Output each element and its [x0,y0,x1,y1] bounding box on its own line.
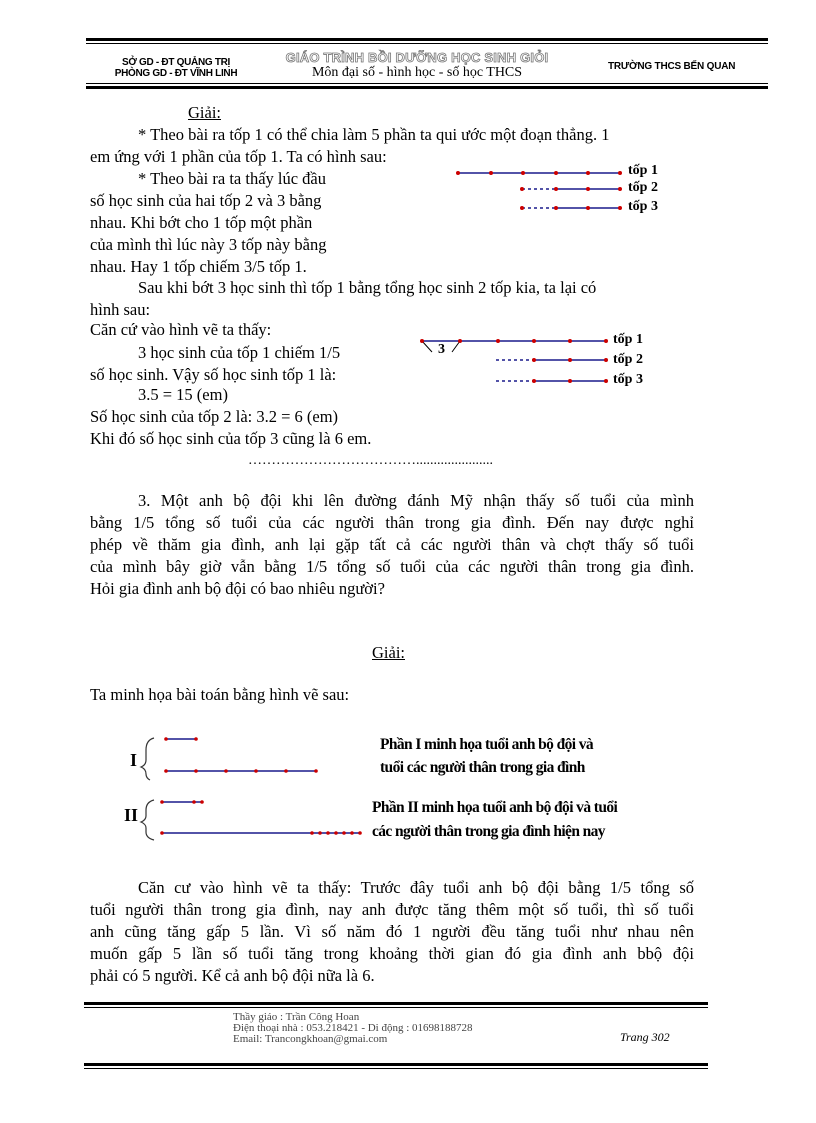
header-office: PHÒNG GD - ĐT VĨNH LINH [114,68,238,79]
paragraph: số học sinh của hai tốp 2 và 3 bằng [90,191,322,210]
footer-email: Email: Trancongkhoan@gmai.com [233,1033,388,1045]
header-dept: SỞ GD - ĐT QUẢNG TRỊ [121,57,231,68]
footer-rule-thin [84,1007,708,1008]
point [192,800,196,804]
point [160,831,164,835]
diagram-caption: các người thân trong gia đình hiện nay [372,823,605,840]
point [334,831,338,835]
problem-text: của mình bây giờ vẫn bằng 1/5 tổng số tuổi của các người thân trong gia đình. [90,557,694,576]
diagram-label: tốp 1 [613,332,643,347]
brace-i [141,738,154,780]
point [318,831,322,835]
point [254,769,258,773]
paragraph: nhau. Hay 1 tốp chiếm 3/5 tốp 1. [90,257,307,276]
roman-label-ii: II [124,805,139,825]
point [358,831,362,835]
point [200,800,204,804]
problem-text: phép về thăm gia đình, anh lại gặp tất cả các người thân và chợt thấy số tuổi [90,535,694,554]
point [350,831,354,835]
footer-phone: Điện thoại nhà : 053.218421 - Di động : 01698188728 [233,1022,473,1034]
point [314,769,318,773]
diagram-label: tốp 3 [628,199,658,214]
conclusion-text: phải có 5 người. Kể cả anh bộ đội nữa là 6. [90,966,375,985]
brace-ii [141,800,154,840]
paragraph: số học sinh. Vậy số học sinh tốp 1 là: [90,365,337,384]
footer-rule-thick [84,1002,708,1005]
paragraph: Ta minh họa bài toán bằng hình vẽ sau: [90,685,350,704]
paragraph: Căn cứ vào hình vẽ ta thấy: [90,320,272,339]
diagram-caption: Phần II minh họa tuổi anh bộ đội và tuổi [372,799,618,816]
paragraph: hình sau: [90,300,151,319]
conclusion-text: anh cũng tăng gấp 5 lần. Vì số năm đó 1 người đều tăng tuổi như nhau nên [90,922,694,941]
point [284,769,288,773]
paragraph: Khi đó số học sinh của tốp 3 cũng là 6 em. [90,429,372,448]
conclusion-text: Căn cư vào hình vẽ ta thấy: Trước đây tuổi anh bộ đội bằng 1/5 tổng số [138,878,694,897]
solution-heading: Giải: [188,103,221,122]
header-subtitle: Môn đại số - hình học - số học THCS [311,65,523,80]
page-number: Trang 302 [620,1030,670,1044]
problem-text: 3. Một anh bộ đội khi lên đường đánh Mỹ nhận thấy số tuổi của mình [138,491,694,510]
paragraph: nhau. Khi bớt cho 1 tốp một phần [90,213,313,232]
separator: ………………………………...................... [248,453,493,468]
paragraph: Số học sinh của tốp 2 là: 3.2 = 6 (em) [90,407,339,426]
diagram-caption: tuổi các người thân trong gia đình [380,759,585,776]
point [164,769,168,773]
problem-text: bằng 1/5 tổng số tuổi của các người thân trong gia đình. Đến nay được nghỉ [90,513,694,532]
point [224,769,228,773]
paragraph: Sau khi bớt 3 học sinh thì tốp 1 bằng tổng học sinh 2 tốp kia, ta lại có [138,278,597,297]
point [326,831,330,835]
diagram-caption: Phần I minh họa tuổi anh bộ đội và [380,736,594,753]
point [194,769,198,773]
paragraph: của mình thì lúc này 3 tốp này bằng [90,235,327,254]
paragraph: 3 học sinh của tốp 1 chiếm 1/5 [138,343,341,362]
footer-teacher: Thầy giáo : Trần Công Hoan [233,1011,360,1023]
paragraph: em ứng với 1 phần của tốp 1. Ta có hình sau: [90,147,387,166]
paragraph: * Theo bài ra ta thấy lúc đầu [138,169,327,188]
point [164,737,168,741]
header-title: GIÁO TRÌNH BỒI DƯỠNG HỌC SINH GIỎI [285,50,549,65]
point [310,831,314,835]
point [194,737,198,741]
diagram-mark: 3 [438,342,445,357]
footer-bottom-rule [84,1063,708,1066]
solution-heading: Giải: [372,643,405,662]
diagram-label: tốp 1 [628,163,658,178]
paragraph: 3.5 = 15 (em) [138,385,228,404]
point [160,800,164,804]
paragraph: * Theo bài ra tốp 1 có thể chia làm 5 phần ta qui ước một đoạn thẳng. 1 [138,125,610,144]
conclusion-text: tuổi người thân trong gia đình, nay anh được tăng thêm một số tuổi, thì số tuổi [90,900,694,919]
diagram-label: tốp 2 [613,352,643,367]
footer-bottom-rule-thin [84,1068,708,1069]
conclusion-text: muốn gấp 5 lần số tuổi tăng trong khoảng thời gian đó gia đình anh bbộ đội [90,944,694,963]
diagram-label: tốp 2 [628,180,658,195]
problem-text: Hỏi gia đình anh bộ đội có bao nhiêu người? [90,579,385,598]
point [342,831,346,835]
roman-label-i: I [130,750,138,770]
diagram-label: tốp 3 [613,372,643,387]
header-school: TRƯỜNG THCS BẾN QUAN [608,61,736,72]
